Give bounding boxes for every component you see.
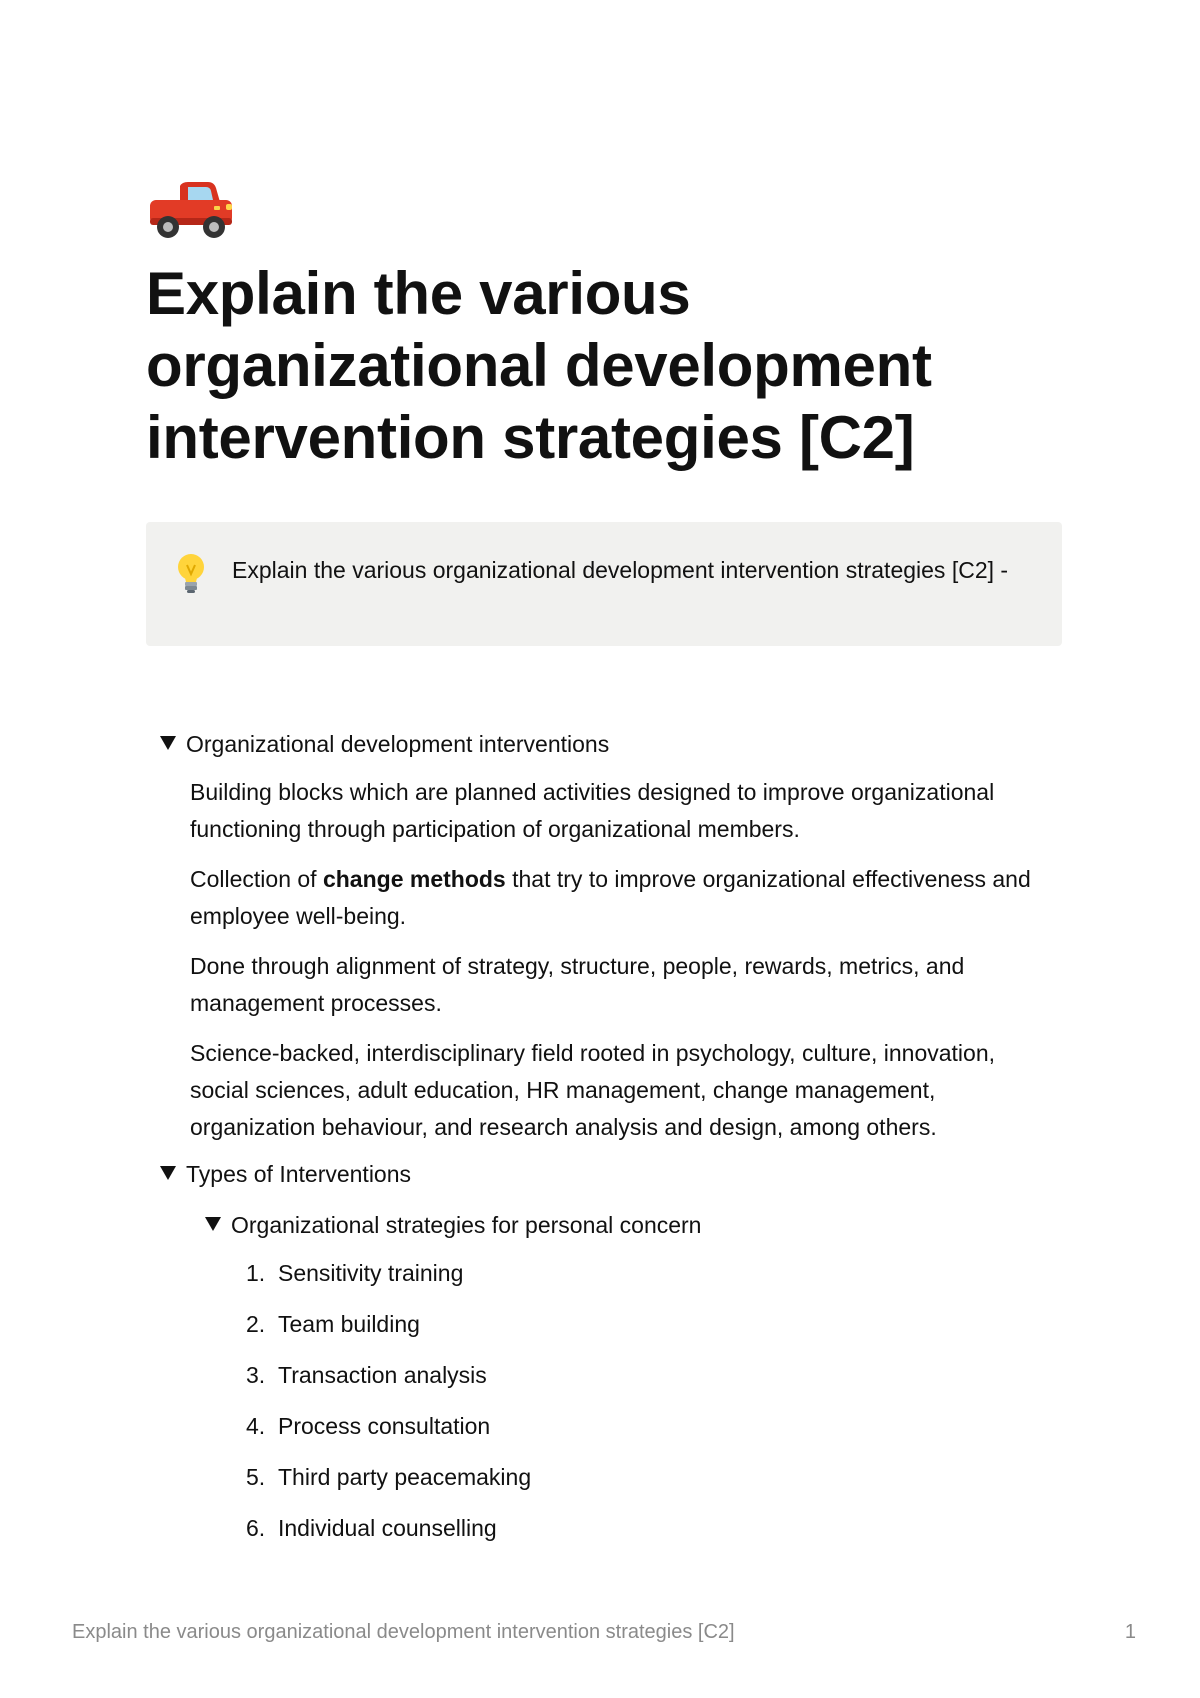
list-number: 6. <box>246 1515 266 1541</box>
list-text: Process consultation <box>278 1413 491 1439</box>
list-number: 5. <box>246 1464 266 1490</box>
toggle-types-of-interventions[interactable] <box>160 1159 411 1189</box>
callout-text: Explain the various organizational development intervention strategies [C2] - <box>232 557 1009 583</box>
paragraph-science-backed: Science-backed, interdisciplinary field rooted in psychology, culture, innovation, social sciences, adult education, HR management, change management, organization behaviour, and research analysis and design, among others. <box>190 1040 996 1140</box>
toggle-triangle-icon[interactable] <box>205 1217 221 1231</box>
toggle-label: Organizational development interventions <box>186 731 610 757</box>
footer-title: Explain the various organizational development intervention strategies [C2] <box>72 1621 735 1643</box>
lightbulb-icon <box>174 552 208 596</box>
page-title: Explain the various organizational development intervention strategies [C2] <box>146 260 932 471</box>
list-number: 1. <box>246 1260 266 1286</box>
list-text: Sensitivity training <box>278 1260 464 1286</box>
paragraph-change-methods <box>190 861 1050 935</box>
list-number: 4. <box>246 1413 266 1439</box>
toggle-od-interventions[interactable] <box>160 729 609 759</box>
list-item <box>246 1309 531 1360</box>
toggle-triangle-icon[interactable] <box>160 736 176 750</box>
text-run: Collection of <box>190 866 323 892</box>
paragraph-building-blocks: Building blocks which are planned activities designed to improve organizational functioning through participation of organizational members. <box>190 779 995 842</box>
list-text: Team building <box>278 1311 420 1337</box>
text-run: that try to improve organizational effectiveness and employee well-being. <box>190 866 1031 929</box>
paragraph-alignment: Done through alignment of strategy, structure, people, rewards, metrics, and management processes. <box>190 953 965 1016</box>
list-text: Third party peacemaking <box>278 1464 532 1490</box>
toggle-triangle-icon[interactable] <box>160 1166 176 1180</box>
list-text: Individual counselling <box>278 1515 497 1541</box>
callout <box>146 522 1062 646</box>
list-number: 2. <box>246 1311 266 1337</box>
list-number: 3. <box>246 1362 266 1388</box>
toggle-personal-concern[interactable] <box>205 1210 701 1240</box>
list-item <box>246 1411 531 1462</box>
toggle-label: Types of Interventions <box>186 1161 412 1187</box>
pickup-truck-icon <box>146 180 236 244</box>
page-number: 1 <box>1124 1621 1136 1643</box>
list-item <box>246 1360 531 1411</box>
list-item <box>246 1258 531 1309</box>
personal-concern-list <box>246 1258 531 1564</box>
list-text: Transaction analysis <box>278 1362 487 1388</box>
list-item <box>246 1513 531 1564</box>
list-item <box>246 1462 531 1513</box>
bold-text: change methods <box>322 866 506 892</box>
toggle-label: Organizational strategies for personal concern <box>231 1212 702 1238</box>
